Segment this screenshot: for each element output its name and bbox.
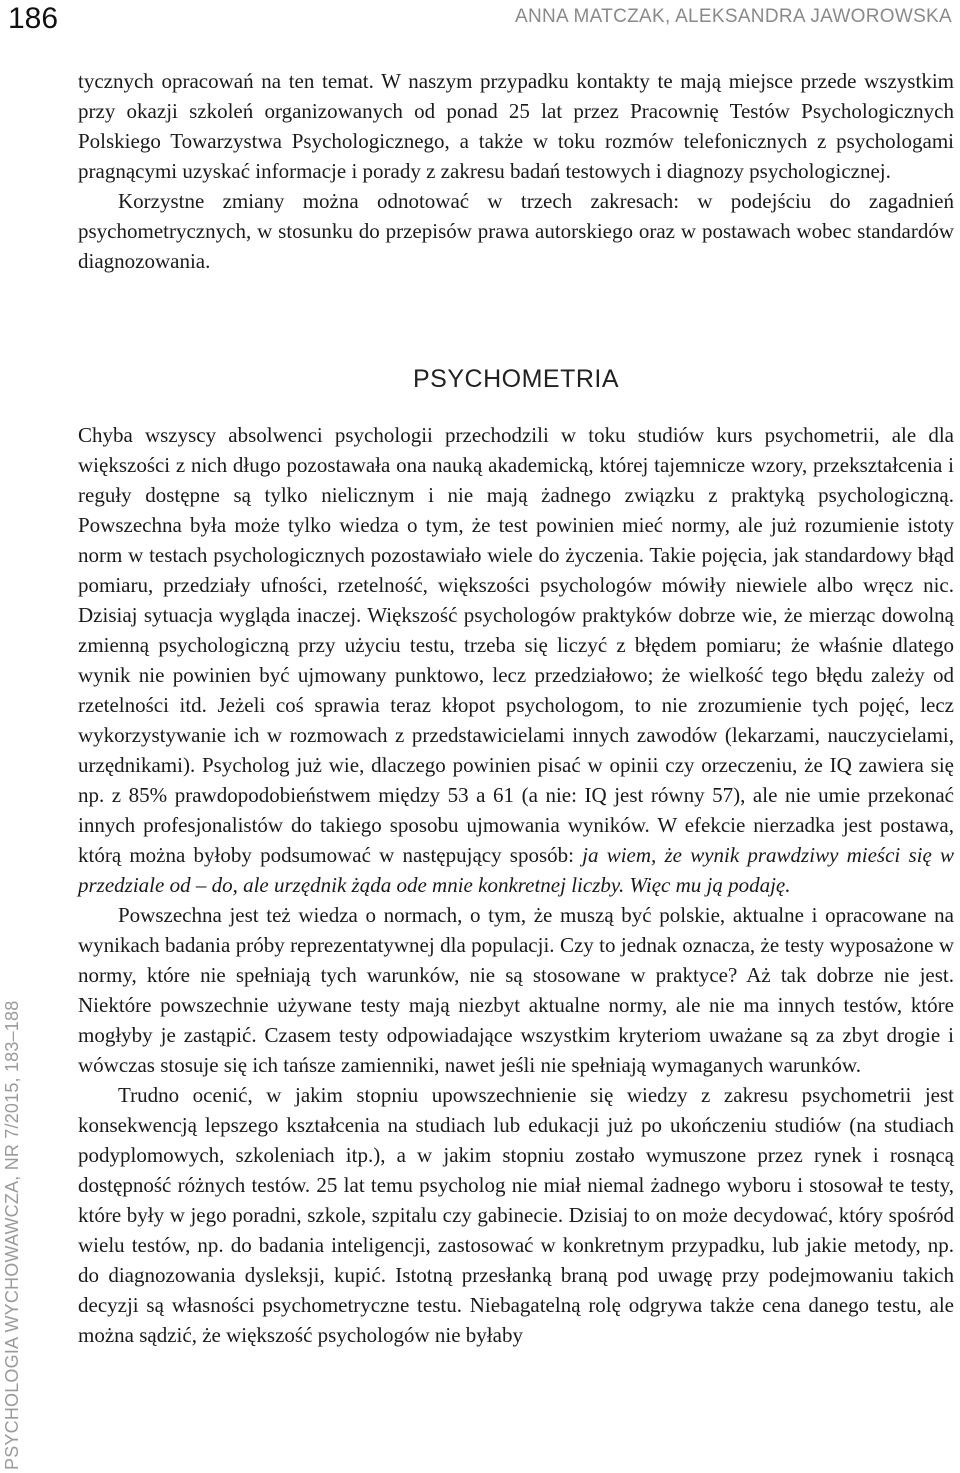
intro-paragraph-2: Korzystne zmiany można odnotować w trzech zakresach: w podejściu do zagadnień psychometrycznych, w stosunku do przepisów prawa autorskiego oraz w postawach wobec standardów diagnozowania.: [78, 189, 954, 273]
section-body: [78, 420, 954, 1350]
running-head: ANNA MATCZAK, ALEKSANDRA JAWOROWSKA: [514, 6, 952, 27]
intro-text: [78, 66, 954, 276]
section-paragraph-1-text: Chyba wszyscy absolwenci psychologii przechodzili w toku studiów kurs psychometrii, ale dla większości z nich długo pozostawała ona nauką akademicką, której tajemnicze wzory, przekształcenia i reguły dostępne są tylko nielicznym i nie mają żadnego związku z praktyką psychologiczną. Powszechna była może tylko wiedza o tym, że test powinien mieć normy, ale już rozumienie istoty norm w testach psychologicznych pozostawiało wiele do życzenia. Takie pojęcia, jak standardowy błąd pomiaru, przedziały ufności, rzetelność, większości psychologów mówiły niewiele albo wręcz nic. Dzisiaj sytuacja wygląda inaczej. Większość psychologów praktyków dobrze wie, że mierząc dowolną zmienną psychologiczną przy użyciu testu, trzeba się liczyć z błędem pomiaru; że właśnie dlatego wynik nie powinien być ujmowany punktowo, lecz przedziałowo; że wielkość tego błędu zależy od rzetelności itd. Jeżeli coś sprawia teraz kłopot psychologom, to nie zrozumienie tych pojęć, lecz wykorzystywanie ich w rozmowach z przedstawicielami innych zawodów (lekarzami, nauczycielami, urzędnikami). Psycholog już wie, dlaczego powinien pisać w opinii czy orzeczeniu, że IQ zawiera się np. z 85% prawdopodobieństwem między 53 a 61 (a nie: IQ jest równy 57), ale nie umie przekonać innych profesjonalistów do takiego sposobu ujmowania wyników. W efekcie nierzadka jest postawa, którą można byłoby podsumować w następujący sposób:: [78, 423, 954, 867]
section-paragraph-1: [78, 420, 954, 900]
section-paragraph-1-italic: ja wiem, że wynik prawdziwy mieści się w przedziale od – do, ale urzędnik żąda ode mnie konkretnej liczby. Więc mu ją podaję.: [78, 843, 954, 897]
section-paragraph-2: Powszechna jest też wiedza o normach, o tym, że muszą być polskie, aktualne i opracowane na wynikach badania próby reprezentatywnej dla populacji. Czy to jednak oznacza, że testy wyposażone w normy, które nie spełniają tych warunków, nie są stosowane w praktyce? Aż tak dobrze nie jest. Niektóre powszechnie używane testy mają niezbyt aktualne normy, ale nie ma innych testów, które mogłyby je zastąpić. Czasem testy odpowiadające wszystkim kryteriom uważane są za zbyt drogie i wówczas stosuje się ich tańsze zamienniki, nawet jeśli nie spełniają wymaganych warunków.: [78, 903, 954, 1077]
page-number: 186: [8, 2, 59, 35]
intro-paragraph-1: tycznych opracowań na ten temat. W naszym przypadku kontakty te mają miejsce przede wszystkim przy okazji szkoleń organizowanych od ponad 25 lat przez Pracownię Testów Psychologicznych Polskiego Towarzystwa Psychologicznego, a także w toku rozmów telefonicznych z psychologami pragnącymi uzyskać informacje i porady z zakresu badań testowych i diagnozy psychologicznej.: [78, 69, 954, 183]
section-heading: PSYCHOMETRIA: [412, 365, 620, 393]
section-paragraph-3: Trudno ocenić, w jakim stopniu upowszechnienie się wiedzy z zakresu psychometrii jest konsekwencją lepszego kształcenia na studiach lub edukacji już po ukończeniu studiów (na studiach podyplomowych, szkoleniach itp.), a w jakim stopniu zostało wymuszone przez rynek i rosnącą dostępność różnych testów. 25 lat temu psycholog nie miał niemal żadnego wyboru i stosował te testy, które były w jego poradni, szkole, szpitalu czy gabinecie. Dzisiaj to on może decydować, który spośród wielu testów, np. do badania inteligencji, zastosować w konkretnym przypadku, lub jakie metody, np. do diagnozowania dysleksji, kupić. Istotną przesłanką braną pod uwagę przy podejmowaniu takich decyzji są własności psychometryczne testu. Niebagatelną rolę odgrywa także cena danego testu, ale można sądzić, że większość psychologów nie byłaby: [78, 1083, 954, 1347]
journal-side-label: PSYCHOLOGIA WYCHOWAWCZA, NR 7/2015, 183–188: [2, 1000, 22, 1470]
